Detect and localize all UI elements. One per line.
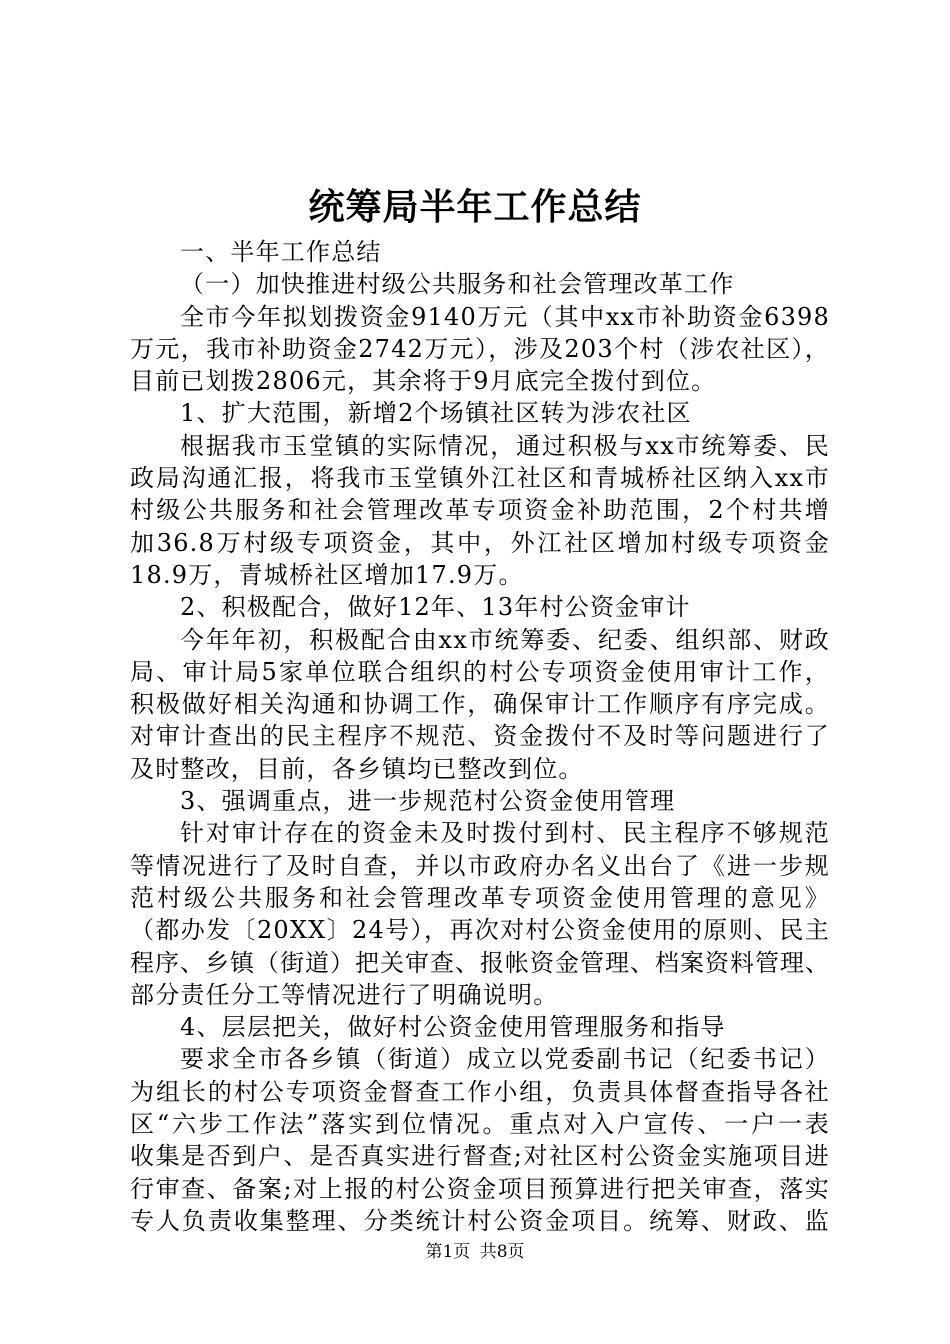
body-line: 4、层层把关，做好村公资金使用管理服务和指导 — [180, 1013, 726, 1042]
body-line: 加36.8万村级专项资金，其中，外江社区增加村级专项资金 — [130, 528, 830, 557]
body-line: 今年年初，积极配合由xx市统筹委、纪委、组织部、财政 — [180, 625, 830, 654]
body-line: 18.9万，青城桥社区增加17.9万。 — [130, 560, 524, 589]
body-line: 村级公共服务和社会管理改革专项资金补助范围，2个村共增 — [130, 496, 830, 525]
body-line: 及时整改，目前，各乡镇均已整改到位。 — [130, 754, 584, 783]
body-line: 部分责任分工等情况进行了明确说明。 — [130, 980, 559, 1009]
body-line: 范村级公共服务和社会管理改革专项资金使用管理的意见》 — [130, 883, 830, 912]
body-line: 要求全市各乡镇（街道）成立以党委副书记（纪委书记） — [180, 1045, 830, 1074]
page-footer: 第1页 共8页 — [425, 1242, 525, 1262]
body-line: 局、审计局5家单位联合组织的村公专项资金使用审计工作， — [130, 657, 830, 686]
body-line: 目前已划拨2806元，其余将于9月底完全拨付到位。 — [130, 367, 717, 396]
body-line: 对审计查出的民主程序不规范、资金拨付不及时等问题进行了 — [130, 722, 830, 751]
body-line: 全市今年拟划拨资金9140万元（其中xx市补助资金6398 — [180, 302, 830, 331]
body-line: 程序、乡镇（街道）把关审查、报帐资金管理、档案资料管理、 — [130, 948, 830, 977]
body-line: 根据我市玉堂镇的实际情况，通过积极与xx市统筹委、民 — [180, 431, 830, 460]
body-line: （都办发〔20XX〕24号），再次对村公资金使用的原则、民主 — [130, 916, 830, 945]
document-body — [130, 236, 830, 1237]
body-line: 针对审计存在的资金未及时拨付到村、民主程序不够规范 — [180, 819, 830, 848]
body-line: 1、扩大范围，新增2个场镇社区转为涉农社区 — [180, 399, 692, 428]
body-line: 3、强调重点，进一步规范村公资金使用管理 — [180, 787, 676, 816]
body-line: （一）加快推进村级公共服务和社会管理改革工作 — [180, 270, 735, 299]
body-line: 收集是否到户、是否真实进行督查;对社区村公资金实施项目进 — [130, 1142, 830, 1171]
body-line: 一、半年工作总结 — [180, 238, 382, 266]
body-line: 政局沟通汇报，将我市玉堂镇外江社区和青城桥社区纳入xx市 — [130, 464, 830, 493]
body-line: 等情况进行了及时自查，并以市政府办名义出台了《进一步规 — [130, 851, 830, 880]
body-line: 为组长的村公专项资金督查工作小组，负责具体督查指导各社 — [130, 1077, 830, 1106]
body-line: 行审查、备案;对上报的村公资金项目预算进行把关审查，落实 — [130, 1174, 830, 1203]
body-line: 积极做好相关沟通和协调工作，确保审计工作顺序有序完成。 — [130, 690, 830, 719]
body-line: 专人负责收集整理、分类统计村公资金项目。统筹、财政、监 — [130, 1206, 830, 1235]
body-line: 2、积极配合，做好12年、13年村公资金审计 — [180, 593, 691, 622]
document-title: 统筹局半年工作总结 — [308, 186, 642, 228]
body-line: 区“六步工作法”落实到位情况。重点对入户宣传、一户一表 — [130, 1110, 830, 1139]
body-line: 万元，我市补助资金2742万元），涉及203个村（涉农社区）， — [130, 334, 830, 363]
